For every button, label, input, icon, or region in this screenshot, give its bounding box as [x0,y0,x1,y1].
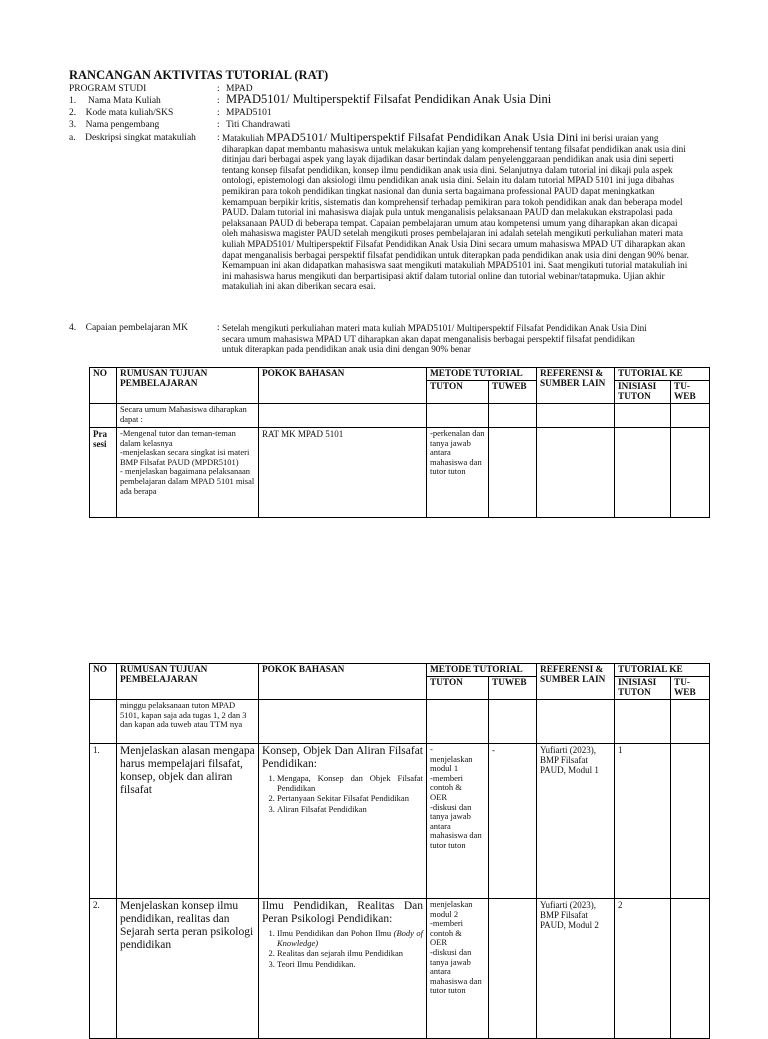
header-tuton: TUTON [427,381,489,404]
inisiasi-cell: 1 [615,744,671,899]
header-tu-web: TU-WEB [671,677,710,700]
pokok-list [262,774,423,814]
info-number: 4. [69,323,77,333]
list-item: 3. Teori Ilmu Pendidikan. [277,960,423,970]
tuweb-cell [489,899,537,1039]
document-page: RANCANGAN AKTIVITAS TUTORIAL (RAT) PROGRAM STUDI : MPAD 1. Nama Mata Kuliah : MPAD5101/ Multiperspektif Filsafat Pendidikan Anak Usia Dini 2. Kode mata kuliah/SKS : MPAD5101 3. Nama pengembang : Titi Chandrawati a. Deskripsi singkat matakuliah : Matakuliah MPAD5101/ Multiperspektif Filsafat Pendidikan Anak Usia Dini ini berisi uraian yang diharapkan dapat membantu mahasiswa untuk melakukan kajian yang komprehensif tentang filsafat pendidikan anak usia dini ditinjau dari berbagai aspek yang layak dijadikan dasar bertindak dalam penyelenggaraan pendidikan anak usia dini seperti tentang konsep filsafat pendidikan, konsep ilmu pendidikan anak usia dini. Selanjutnya dalam tutorial ini dikaji pula aspek ontologi, epistemologi dan aksiologi ilmu pendidikan anak usia dini. Selain itu dalam tutorial MPAD 5101 ini juga dibahas pemikiran para tokoh pendidikan tingkat nasional dan dunia serta bagaimana professional PAUD dapat meningkatkan kemampuan berpikir kritis, sistematis dan komprehensif terhadap pemikiran para tokoh pendidikan anak dan beberapa model PAUD. Dalam tutorial ini mahasiswa diajak pula untuk menganalisis pelaksanaan PAUD dan melakukan ekstrapolasi pada pelaksanaan PAUD di beberapa tempat. Capaian pembelajaran umum atau kompetensi umum yang diharapkan akan dicapai oleh mahasiswa magister PAUD setelah mengikuti proses pembelajaran ini adalah setelah mengikuti perkuliahan materi mata kuliah MPAD5101/ Multiperspektif Filsafat Pendidikan Anak Usia Dini secara umum mahasiswa MPAD UT diharapkan akan dapat menganalisis berbagai perspektif filsafat pendidikan untuk diterapkan pada pendidikan anak usia dini dengan 90% benar. Kemampuan ini akan didapatkan mahasiswa saat mengikuti matakuliah MPAD5101 ini. Saat mengikuti tutorial matakuliah ini ini mahasiswa harus mengikuti dan berpartisipasi aktif dalam tutorial online dan tutorial webinar/tatapmuka. Ujian akhir matakuliah ini akan diberikan secara esai. 4. Capaian pembelajaran MK : Setelah mengikuti perkuliahan materi mata kuliah MPAD5101/ Multiperspektif Filsafat Pendidikan Anak Usia Dini secara umum mahasiswa MPAD UT diharapkan akan dapat menganalisis berbagai perspektif filsafat pendidikan untuk diterapkan pada pendidikan anak usia dini dengan 90% benar NO RUMUSAN TUJUAN PEMBELAJARAN POKOK BAHASAN METODE TUTORIAL REFERENSI & SUMBER LAIN TUTORIAL KE TUTON TUWEB INISIASI TUTON TU-WEB Secara umum Mahasiswa diharapkan dapat : Pra sesi -Mengenal tutor dan teman-teman dalam kelasnya -menjelaskan secara singkat isi materi BMP Filsafat PAUD (MPDR5101) - menjelaskan bagaimana pelaksanaan pembelajaran dalam MPAD 5101 misal ada berapa RAT MK MPAD 5101 -perkenalan dan tanya jawab antara mahasiswa dan tutor tuton NO RUMUSAN TUJUAN PEMBELAJARAN POKOK BAHASAN METODE TUTORIAL REFERENSI & SUMBER LAIN TUTORIAL KE TUTON TUWEB INISIASI TUTON TU-WEB minggu pelaksanaan tuton MPAD 5101, kapan saja ada tugas 1, 2 dan 3 dan kapan ada tuweb atau TTM nya 1. Menjelaskan alasan mengapa harus mempelajari filsafat, konsep, objek dan aliran filsafat Konsep, Objek Dan Aliran Filsafat Pendidikan: 1. Mengapa, Konsep dan Objek Filsafat Pendidikan 2. Pertanyaan Sekitar Filsafat Pendidikan 3. Aliran Filsafat Pendidikan - menjelaskan modul 1 -memberi contoh & OER -diskusi dan tanya jawab antara mahasiswa dan tutor tuton - Yufiarti (2023), BMP Filsafat PAUD, Modul 1 1 2. Menjelaskan konsep ilmu pendidikan, realitas dan Sejarah serta peran psikologi pendidikan Ilmu Pendidikan, Realitas Dan Peran Psikologi Pendidikan: 1. Ilmu Pendidikan dan Pohon Ilmu (Body of Knowledge) 2. Realitas dan sejarah ilmu Pendidikan 3. Teori Ilmu Pendidikan. menjelaskan modul 2 -memberi contoh & OER -diskusi dan tanya jawab antara mahasiswa dan tutor tuton Yufiarti (2023), BMP Filsafat PAUD, Modul 2 2 [0,0,768,1024]
pokok-title: Ilmu Pendidikan, Realitas Dan Peran Psikologi Pendidikan: [262,900,423,925]
header-tu-web: TU-WEB [671,381,710,404]
info-value: Titi Chandrawati [226,120,291,130]
info-value: MPAD [226,84,253,94]
continuation-cell: minggu pelaksanaan tuton MPAD 5101, kapan saja ada tugas 1, 2 dan 3 dan kapan ada tuweb atau TTM nya [117,700,259,744]
info-value: MPAD5101/ Multiperspektif Filsafat Pendidikan Anak Usia Dini [226,92,552,106]
pokok-list [262,929,423,969]
header-metode: METODE TUTORIAL [427,368,537,381]
info-label: Nama pengembang [85,120,160,130]
list-item: 1. Mengapa, Konsep dan Objek Filsafat Pendidikan [277,774,423,793]
tuton-cell: -perkenalan dan tanya jawab antara mahasiswa dan tutor tuton [427,428,489,518]
header-inisiasi: INISIASI TUTON [615,677,671,700]
description-body: ini berisi uraian yang diharapkan dapat membantu mahasiswa untuk melakukan kajian yang komprehensif tentang filsafat pendidikan anak usia dini ditinjau dari berbagai aspek yang layak dijadikan dasar bertindak dalam penyelenggaraan pendidikan anak usia dini seperti tentang konsep filsafat pendidikan, konsep ilmu pendidikan anak usia dini. Selanjutnya dalam tutorial ini dikaji pula aspek ontologi, epistemologi dan aksiologi ilmu pendidikan anak usia dini. Selain itu dalam tutorial MPAD 5101 ini juga dibahas pemikiran para tokoh pendidikan tingkat nasional dan dunia serta bagaimana professional PAUD dapat meningkatkan kemampuan berpikir kritis, sistematis dan komprehensif terhadap pemikiran para tokoh pendidikan anak dan beberapa model PAUD. Dalam tutorial ini mahasiswa diajak pula untuk menganalisis pelaksanaan PAUD dan melakukan ekstrapolasi pada pelaksanaan PAUD di beberapa tempat. Capaian pembelajaran umum atau kompetensi umum yang diharapkan akan dicapai oleh mahasiswa magister PAUD setelah mengikuti proses pembelajaran ini adalah setelah mengikuti perkuliahan materi mata kuliah MPAD5101/ Multiperspektif Filsafat Pendidikan Anak Usia Dini secara umum mahasiswa MPAD UT diharapkan akan dapat menganalisis berbagai perspektif filsafat pendidikan untuk diterapkan pada pendidikan anak usia dini dengan 90% benar. Kemampuan ini akan didapatkan mahasiswa saat mengikuti matakuliah MPAD5101 ini. Saat mengikuti tutorial matakuliah ini ini mahasiswa harus mengikuti dan berpartisipasi aktif dalam tutorial online dan tutorial webinar/tatapmuka. Ujian akhir matakuliah ini akan diberikan secara esai. [222,133,689,292]
document-title: RANCANGAN AKTIVITAS TUTORIAL (RAT) [69,68,329,82]
list-item: 1. Ilmu Pendidikan dan Pohon Ilmu (Body of Knowledge) [277,929,423,948]
info-number: 1. [69,96,77,106]
inisiasi-cell: 2 [615,899,671,1039]
rumusan-cell: Menjelaskan alasan mengapa harus mempelajari filsafat, konsep, objek dan aliran filsafat [117,744,259,899]
header-tutorial-ke: TUTORIAL KE [615,664,710,677]
table-row [90,404,710,428]
course-description [222,132,692,292]
header-rumusan: RUMUSAN TUJUAN PEMBELAJARAN [117,368,259,404]
info-label: Deskripsi singkat matakuliah [85,133,196,143]
tuton-cell: menjelaskan modul 2 -memberi contoh & OER -diskusi dan tanya jawab antara mahasiswa dan tutor tuton [427,899,489,1039]
header-pokok-bahasan: POKOK BAHASAN [259,664,427,700]
table-row [90,899,710,1039]
row-number: 1. [90,744,117,899]
course-outcome-text: Setelah mengikuti perkuliahan materi mata kuliah MPAD5101/ Multiperspektif Filsafat Pendidikan Anak Usia Dini secara umum mahasiswa MPAD UT diharapkan akan dapat menganalisis berbagai perspektif filsafat pendidikan untuk diterapkan pada pendidikan anak usia dini dengan 90% benar [222,323,647,355]
row-number: Pra sesi [90,428,117,518]
header-inisiasi: INISIASI TUTON [615,381,671,404]
list-item: 3. Aliran Filsafat Pendidikan [277,805,423,815]
table-row [90,700,710,744]
info-label: Kode mata kuliah/SKS [85,108,174,118]
info-number: 2. [69,108,77,118]
referensi-cell: Yufiarti (2023), BMP Filsafat PAUD, Modul 2 [537,899,615,1039]
list-item: 2. Pertanyaan Sekitar Filsafat Pendidikan [277,794,423,804]
header-tutorial-ke: TUTORIAL KE [615,368,710,381]
table-row [90,428,710,518]
header-tuweb: TUWEB [489,381,537,404]
info-label: Nama Mata Kuliah [88,96,161,106]
header-no: NO [90,664,117,700]
info-value: MPAD5101 [226,108,272,118]
tuweb-cell: - [489,744,537,899]
pokok-cell [259,899,427,1039]
header-metode: METODE TUTORIAL [427,664,537,677]
italic-note: (Body of Knowledge) [277,928,423,948]
header-tuton: TUTON [427,677,489,700]
referensi-cell: Yufiarti (2023), BMP Filsafat PAUD, Modul 1 [537,744,615,899]
info-label: PROGRAM STUDI [69,84,147,94]
header-pokok-bahasan: POKOK BAHASAN [259,368,427,404]
tutorial-table-1 [89,367,710,518]
list-item: 2. Realitas dan sejarah ilmu Pendidikan [277,949,423,959]
info-label: Capaian pembelajaran MK [85,323,188,333]
header-rumusan: RUMUSAN TUJUAN PEMBELAJARAN [117,664,259,700]
rumusan-cell: Menjelaskan konsep ilmu pendidikan, realitas dan Sejarah serta peran psikologi pendidikan [117,899,259,1039]
info-number: a. [69,133,76,143]
header-tuweb: TUWEB [489,677,537,700]
pokok-title: Konsep, Objek Dan Aliran Filsafat Pendidikan: [262,745,423,770]
pokok-cell: RAT MK MPAD 5101 [259,428,427,518]
header-no: NO [90,368,117,404]
row-number: 2. [90,899,117,1039]
intro-cell: Secara umum Mahasiswa diharapkan dapat : [117,404,259,428]
tuton-cell: - menjelaskan modul 1 -memberi contoh & OER -diskusi dan tanya jawab antara mahasiswa dan tutor tuton [427,744,489,899]
pokok-cell [259,744,427,899]
description-course-name: MPAD5101/ Multiperspektif Filsafat Pendidikan Anak Usia Dini [266,130,579,144]
tutorial-table-2 [89,663,710,1039]
info-number: 3. [69,120,77,130]
header-referensi: REFERENSI & SUMBER LAIN [537,664,615,700]
description-lead: Matakuliah [222,133,264,143]
table-row [90,744,710,899]
header-referensi: REFERENSI & SUMBER LAIN [537,368,615,404]
rumusan-cell: -Mengenal tutor dan teman-teman dalam kelasnya -menjelaskan secara singkat isi materi BMP Filsafat PAUD (MPDR5101) - menjelaskan bagaimana pelaksanaan pembelajaran dalam MPAD 5101 misal ada berapa [117,428,259,518]
